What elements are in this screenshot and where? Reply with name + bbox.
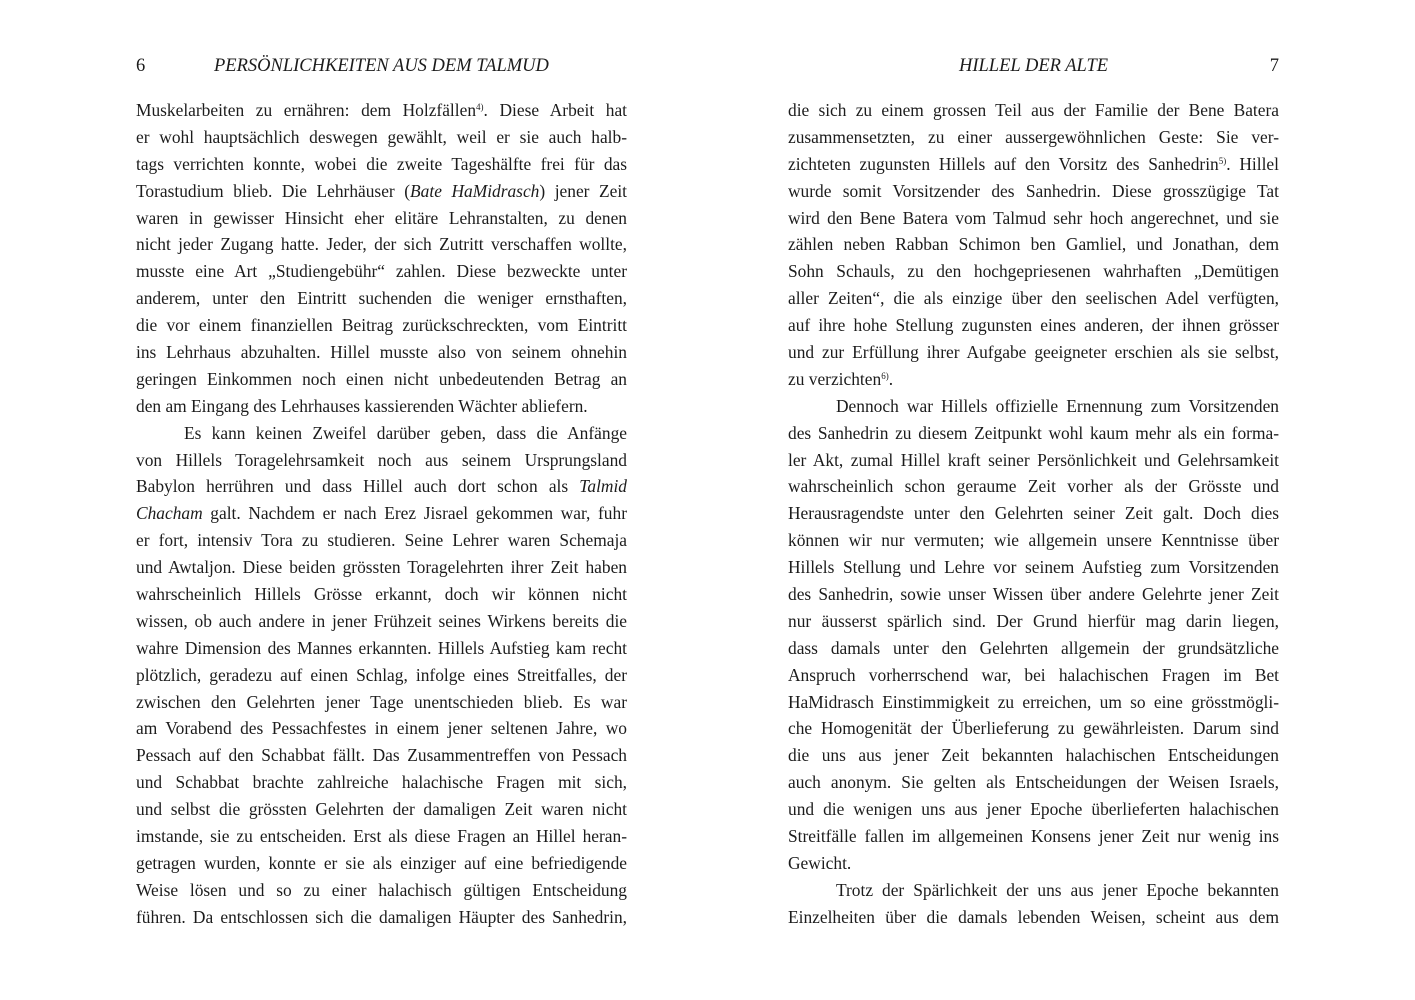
- text-line: des Sanhedrin zu diesem Zeitpunkt wohl kaum mehr als ein forma-: [788, 422, 1279, 443]
- left-running-head: [136, 56, 627, 82]
- text-line: Einzelheiten über die damals lebenden Weisen, scheint aus dem: [788, 906, 1279, 927]
- text-line: er wohl hauptsächlich deswegen gewählt, weil er sie auch halb-: [136, 126, 627, 147]
- text-line: dass damals unter den Gelehrten allgemein der grundsätzliche: [788, 637, 1279, 658]
- text-line: wissen, ob auch andere in jener Frühzeit seines Wirkens bereits die: [136, 610, 627, 631]
- left-body-text: [136, 97, 627, 931]
- text-line: zählen neben Rabban Schimon ben Gamliel, und Jonathan, dem: [788, 234, 1279, 255]
- text-line: nicht jeder Zugang hatte. Jeder, der sich Zutritt verschaffen wollte,: [136, 234, 627, 255]
- right-running-head: [788, 56, 1279, 82]
- text-line: die sich zu einem grossen Teil aus der Familie der Bene Batera: [788, 100, 1279, 120]
- text-line: tags verrichten konnte, wobei die zweite Tageshälfte frei für das: [136, 153, 627, 174]
- text-line: Chacham galt. Nachdem er nach Erez Jisrael gekommen war, fuhr: [136, 503, 627, 524]
- text-line: getragen wurden, konnte er sie als einziger auf eine befriedigende: [136, 852, 627, 873]
- text-line: Streitfälle fallen im allgemeinen Konsens jener Zeit nur wenig ins: [788, 826, 1279, 847]
- text-line: HaMidrasch Einstimmigkeit zu erreichen, um so eine grösstmögli-: [788, 691, 1279, 712]
- text-line: imstande, sie zu entscheiden. Erst als diese Fragen an Hillel heran-: [136, 826, 627, 847]
- text-line: zwischen den Gelehrten jener Tage unentschieden blieb. Es war: [136, 691, 627, 712]
- text-line: zichteten zugunsten Hillels auf den Vorsitz des Sanhedrin$^{5)}$. Hillel: [788, 153, 1279, 174]
- text-line: Sohn Schauls, zu den hochgepriesenen wahrhaften „Demütigen: [788, 261, 1279, 282]
- text-line: die vor einem finanziellen Beitrag zurückschreckten, vom Eintritt: [136, 315, 627, 336]
- text-line: waren in gewisser Hinsicht eher elitäre Lehranstalten, zu denen: [136, 207, 627, 228]
- text-line: und Awtaljon. Diese beiden grössten Toragelehrten ihrer Zeit haben: [136, 557, 627, 578]
- text-line: che Homogenität der Überlieferung zu gewährleisten. Darum sind: [788, 718, 1279, 739]
- text-line: auf ihre hohe Stellung zugunsten eines anderen, der ihnen grösser: [788, 315, 1279, 336]
- text-line: musste eine Art „Studiengebühr“ zahlen. Diese bezweckte unter: [136, 261, 627, 282]
- right-body-text: [788, 97, 1279, 931]
- text-line: ler Akt, zumal Hillel kraft seiner Persönlichkeit und Gelehrsamkeit: [788, 449, 1279, 470]
- text-line: geringen Einkommen noch einen nicht unbedeutenden Betrag an: [136, 368, 627, 389]
- text-line: plötzlich, geradezu auf einen Schlag, infolge eines Streitfalles, der: [136, 664, 627, 685]
- right-running-title: HILLEL DER ALTE: [959, 56, 1109, 76]
- text-line: Gewicht.: [788, 852, 852, 873]
- text-line: zu verzichten$^{6)}$.: [788, 368, 894, 389]
- right-page-number: 7: [1269, 56, 1279, 76]
- text-line: er fort, intensiv Tora zu studieren. Seine Lehrer waren Schemaja: [136, 530, 627, 551]
- text-line: Hillels Stellung und Lehre vor seinem Aufstieg zum Vorsitzenden: [788, 557, 1279, 578]
- text-line: den am Eingang des Lehrhauses kassierenden Wächter abliefern.: [136, 395, 588, 416]
- text-line: anderem, unter den Eintritt suchenden die weniger ernsthaften,: [136, 288, 627, 309]
- text-line: Es kann keinen Zweifel darüber geben, dass die Anfänge: [184, 422, 627, 443]
- text-line: können wir nur vermuten; wie allgemein unsere Kenntnisse über: [788, 530, 1279, 551]
- text-line: wahre Dimension des Mannes erkannten. Hillels Aufstieg kam recht: [136, 637, 627, 658]
- text-line: auch anonym. Sie gelten als Entscheidungen der Weisen Israels,: [788, 772, 1279, 793]
- left-page-number: 6: [136, 56, 146, 76]
- text-line: Anspruch vorherrschend war, bei halachischen Fragen im Bet: [788, 664, 1279, 685]
- text-line: am Vorabend des Pessachfestes in einem jener seltenen Jahre, wo: [136, 718, 627, 739]
- text-line: und selbst die grössten Gelehrten der damaligen Zeit waren nicht: [136, 799, 627, 820]
- text-line: zusammensetzten, zu einer aussergewöhnlichen Geste: Sie ver-: [788, 126, 1279, 147]
- text-line: und Schabbat brachte zahlreiche halachische Fragen mit sich,: [136, 772, 627, 793]
- text-line: wahrscheinlich Hillels Grösse erkannt, doch wir können nicht: [136, 584, 627, 605]
- text-line: Muskelarbeiten zu ernähren: dem Holzfällen$^{4)}$. Diese Arbeit hat: [136, 100, 627, 120]
- left-running-title: PERSÖNLICHKEITEN AUS DEM TALMUD: [214, 56, 549, 76]
- text-line: und die wenigen uns aus jener Epoche überlieferten halachischen: [788, 799, 1279, 820]
- text-line: Trotz der Spärlichkeit der uns aus jener Epoche bekannten: [836, 879, 1279, 900]
- text-line: aller Zeiten“, die als einzige über den seelischen Adel verfügten,: [788, 288, 1279, 309]
- text-line: wird den Bene Batera vom Talmud sehr hoch angerechnet, und sie: [788, 207, 1279, 228]
- text-line: von Hillels Toragelehrsamkeit noch aus seinem Ursprungsland: [136, 449, 627, 470]
- text-line: wahrscheinlich schon geraume Zeit vorher als der Grösste und: [788, 476, 1279, 497]
- text-line: Babylon herrühren und dass Hillel auch dort schon als Talmid: [136, 476, 627, 497]
- text-line: Dennoch war Hillels offizielle Ernennung zum Vorsitzenden: [836, 395, 1279, 416]
- text-line: Torastudium blieb. Die Lehrhäuser (Bate HaMidrasch) jener Zeit: [136, 180, 627, 201]
- text-line: und zur Erfüllung ihrer Aufgabe geeigneter erschien als sie selbst,: [788, 342, 1279, 363]
- text-line: des Sanhedrin, sowie unser Wissen über andere Gelehrte jener Zeit: [788, 584, 1279, 605]
- text-line: Pessach auf den Schabbat fällt. Das Zusammentreffen von Pessach: [136, 745, 627, 766]
- text-line: führen. Da entschlossen sich die damaligen Häupter des Sanhedrin,: [136, 906, 627, 927]
- text-line: nur äusserst spärlich sind. Der Grund hierfür mag darin liegen,: [788, 610, 1279, 631]
- text-line: die uns aus jener Zeit bekannten halachischen Entscheidungen: [788, 745, 1279, 766]
- text-line: Herausragendste unter den Gelehrten seiner Zeit galt. Doch dies: [788, 503, 1279, 524]
- text-line: Weise lösen und so zu einer halachisch gültigen Entscheidung: [136, 879, 627, 900]
- text-line: wurde somit Vorsitzender des Sanhedrin. Diese grosszügige Tat: [788, 180, 1279, 201]
- text-line: ins Lehrhaus abzuhalten. Hillel musste also von seinem ohnehin: [136, 342, 627, 363]
